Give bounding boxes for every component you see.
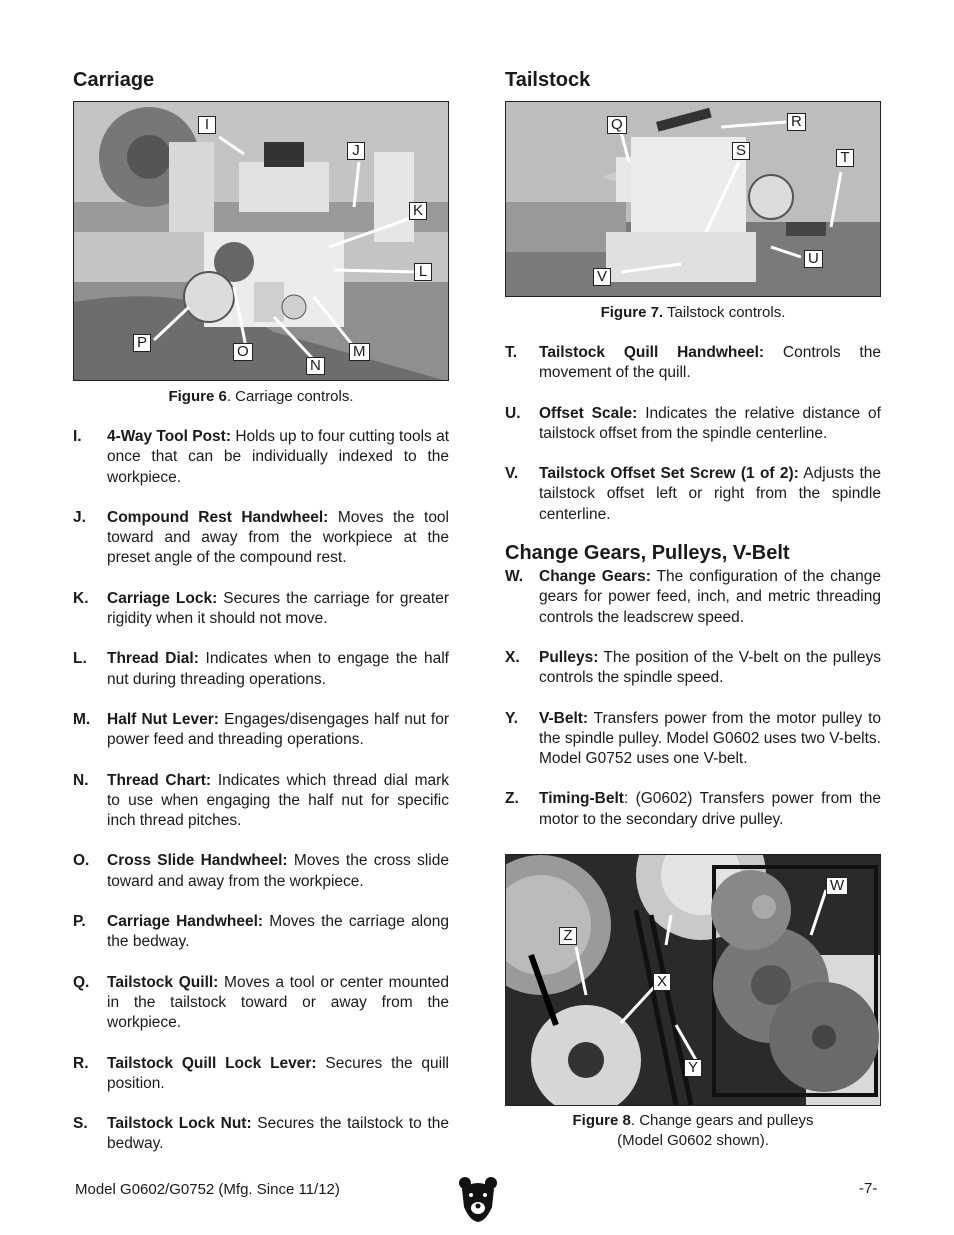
item-j: J. Compound Rest Handwheel: Moves the tool toward and away from the workpiece at the preset angle of the compound rest. xyxy=(73,508,449,567)
item-w: W. Change Gears: The configuration of the change gears for power feed, inch, and metric threading controls the leadscrew speed. xyxy=(505,568,881,626)
callout-r: R xyxy=(787,113,806,131)
callout-q: Q xyxy=(607,116,627,134)
item-z: Z. Timing-Belt: (G0602) Transfers power from the motor to the secondary drive pulley. xyxy=(505,790,881,828)
item-i: I. 4-Way Tool Post: Holds up to four cutting tools at once that can be individually indexed to the workpiece. xyxy=(73,428,450,486)
right-column xyxy=(505,66,881,1151)
callout-l: L xyxy=(414,263,432,281)
callout-n: N xyxy=(306,357,325,375)
carriage-illustration xyxy=(74,102,449,381)
callout-u: U xyxy=(804,250,823,268)
callout-w: W xyxy=(826,877,848,895)
change-gears-items-list xyxy=(505,567,881,830)
item-x: X. Pulleys: The position of the V-belt on the pulleys controls the spindle speed. xyxy=(505,648,881,687)
item-m: M. Half Nut Lever: Engages/disengages half nut for power feed and threading operations. xyxy=(73,710,449,749)
footer-page-number: -7- xyxy=(859,1180,878,1197)
item-n: N. Thread Chart: Indicates which thread dial mark to use when engaging the half nut for specific inch thread pitches. xyxy=(73,771,450,830)
figure-6-label: Figure 6 xyxy=(168,388,227,405)
callout-s: S xyxy=(732,142,750,160)
bear-head-logo-icon xyxy=(458,1175,498,1223)
footer-model: Model G0602/G0752 (Mfg. Since 11/12) xyxy=(75,1181,340,1198)
callout-p: P xyxy=(133,334,151,352)
item-s: S. Tailstock Lock Nut: Secures the tailstock to the bedway. xyxy=(73,1115,449,1153)
carriage-heading: Carriage xyxy=(73,69,155,91)
figure-8-caption xyxy=(505,1111,881,1151)
figure-8-text: . Change gears and pulleys xyxy=(630,1112,814,1130)
callout-z: Z xyxy=(559,927,577,945)
figure-8-text-line2: (Model G0602 shown). xyxy=(617,1132,769,1150)
figure-7-label: Figure 7. xyxy=(600,304,664,321)
item-q: Q. Tailstock Quill: Moves a tool or center mounted in the tailstock toward or away from the workpiece. xyxy=(73,973,449,1032)
carriage-items-list xyxy=(73,427,449,1155)
item-k: K. Carriage Lock: Secures the carriage for greater rigidity when it should not move. xyxy=(73,589,449,628)
change-gears-heading: Change Gears, Pulleys, V-Belt xyxy=(505,542,790,565)
callout-x: X xyxy=(653,973,671,991)
callout-t: T xyxy=(836,149,854,167)
figure-8-label: Figure 8 xyxy=(572,1112,631,1130)
callout-v: V xyxy=(593,268,611,286)
figure-6-carriage-photo xyxy=(73,101,449,381)
item-u: U. Offset Scale: Indicates the relative distance of tailstock offset from the spindle centerline. xyxy=(505,404,881,442)
callout-m: M xyxy=(349,343,370,361)
figure-7-text: Tailstock controls. xyxy=(663,304,786,321)
item-y: Y. V-Belt: Transfers power from the motor pulley to the spindle pulley. Model G0602 uses two V-belts. Model G0752 uses one V-belt. xyxy=(505,709,881,768)
item-t: T. Tailstock Quill Handwheel: Controls the movement of the quill. xyxy=(505,344,881,382)
tailstock-items-list xyxy=(505,343,881,525)
item-r: R. Tailstock Quill Lock Lever: Secures the quill position. xyxy=(73,1054,450,1092)
tailstock-illustration xyxy=(506,102,881,297)
item-v: V. Tailstock Offset Set Screw (1 of 2): Adjusts the tailstock offset left or right from the spindle centerline. xyxy=(505,465,881,523)
figure-6-caption xyxy=(73,387,449,407)
figure-8-gears-photo xyxy=(505,854,881,1106)
callout-k: K xyxy=(409,202,427,220)
item-p: P. Carriage Handwheel: Moves the carriage along the bedway. xyxy=(73,913,449,951)
figure-7-caption xyxy=(505,303,881,323)
figure-7-tailstock-photo xyxy=(505,101,881,297)
item-o: O. Cross Slide Handwheel: Moves the cross slide toward and away from the workpiece. xyxy=(73,852,449,890)
left-column xyxy=(73,66,449,1155)
callout-o: O xyxy=(233,343,253,361)
figure-6-text: . Carriage controls. xyxy=(226,388,354,405)
callout-y: Y xyxy=(684,1059,702,1077)
tailstock-heading: Tailstock xyxy=(505,69,591,91)
item-l: L. Thread Dial: Indicates when to engage the half nut during threading operations. xyxy=(73,650,449,688)
callout-i: I xyxy=(198,116,216,134)
callout-j: J xyxy=(347,142,365,160)
